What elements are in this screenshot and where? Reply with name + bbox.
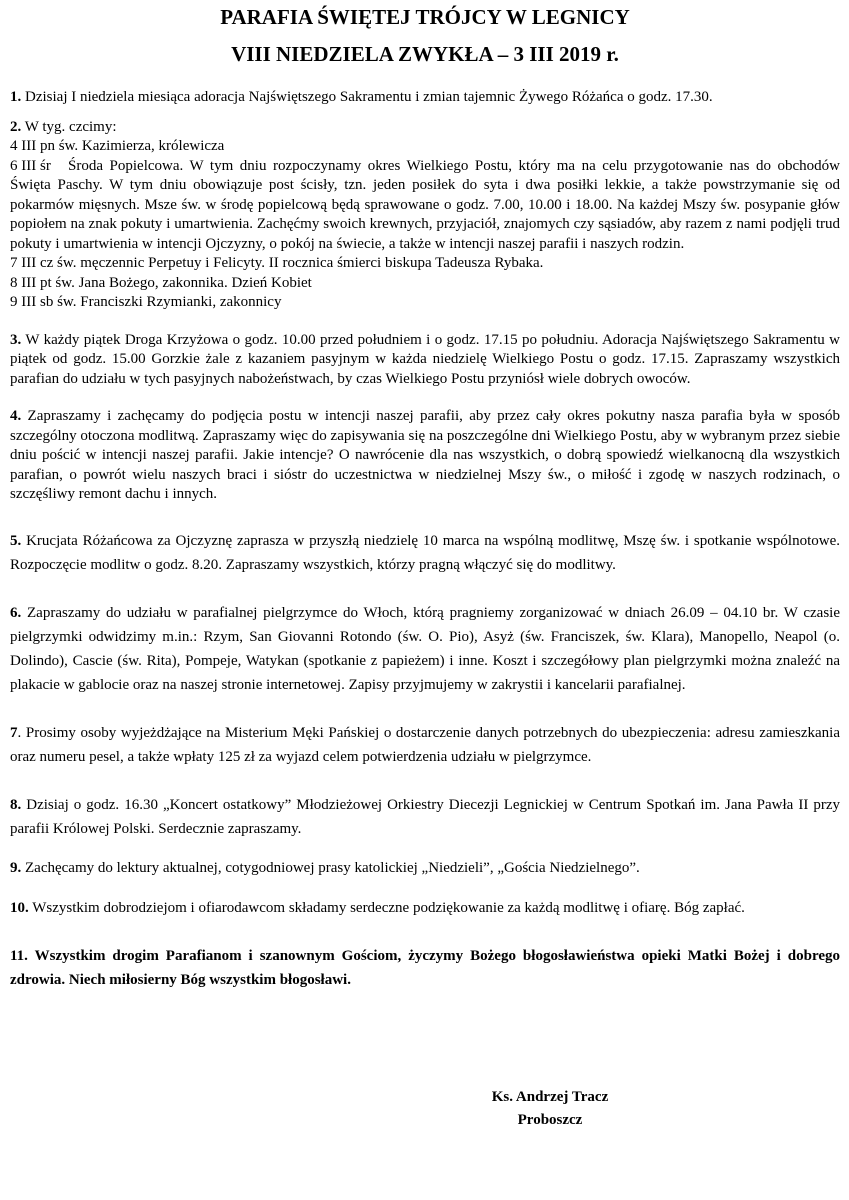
calendar-day-1: 4 III pn św. Kazimierza, królewicza	[10, 138, 225, 154]
calendar-day-4: 8 III pt św. Jana Bożego, zakonnika. Dzień Kobiet	[10, 274, 312, 291]
announcement-5: 5. Krucjata Różańcowa za Ojczyznę zaprasza w przyszłą niedzielę 10 marca na wspólną modlitwę, Mszę św. i spotkanie wspólnotowe. Rozpoczęcie modlitw o godz. 8.20. Zapraszamy wszystkich, którzy pragną włączyć się do modlitwy.	[10, 532, 840, 573]
announcements	[10, 88, 840, 992]
calendar-day-3: 7 III cz św. męczennic Perpetuy i Felicyty. II rocznica śmierci biskupa Tadeusza Rybaka.	[10, 255, 544, 271]
signature-block	[460, 1086, 640, 1132]
announcement-10: 10. Wszystkim dobrodziejom i ofiarodawcom składamy serdeczne podziękowanie za każdą modlitwę i ofiarę. Bóg zapłać.	[10, 900, 745, 916]
announcement-11: 11. Wszystkim drogim Parafianom i szanownym Gościom, życzymy Bożego błogosławieństwa opieki Matki Bożej i dobrego zdrowia. Niech miłosierny Bóg wszystkim błogosławi.	[10, 948, 840, 988]
announcement-9: 9. Zachęcamy do lektury aktualnej, cotygodniowej prasy katolickiej „Niedzieli”, „Gościa Niedzielnego”.	[10, 859, 640, 876]
announcement-2-intro: 2. W tyg. czcimy:	[10, 118, 117, 135]
page-title: PARAFIA ŚWIĘTEJ TRÓJCY W LEGNICY	[220, 5, 630, 29]
calendar-day-2: 6 III śr Środa Popielcowa. W tym dniu rozpoczynamy okres Wielkiego Postu, który ma na celu przygotowanie nas do obchodów Święta Paschy. W tym dniu obowiązuje post ścisły, tzn. jeden posiłek do syta i dwa posiłki lekkie, a także powstrzymanie się od pokarmów mięsnych. Msze św. w środę popielcową będą sprawowane o godz. 7.00, 10.00 i 18.00. Na każdej Mszy św. posypanie głów popiołem na znak pokuty i umartwienia. Zachęćmy swoich krewnych, przyjaciół, znajomych czy sąsiadów, aby razem z nami podjęli trud pokuty i umartwienia w intencji Ojczyzny, o pokój na świecie, a także w intencji naszej parafii i naszych rodzin.	[10, 157, 840, 252]
page-subtitle: VIII NIEDZIELA ZWYKŁA – 3 III 2019 r.	[231, 42, 619, 66]
signature-role: Proboszcz	[517, 1112, 583, 1128]
announcement-3: 3. W każdy piątek Droga Krzyżowa o godz. 10.00 przed południem i o godz. 17.15 po południu. Adoracja Najświętszego Sakramentu w piątek od godz. 15.00 Gorzkie żale z kazaniem pasyjnym w każda niedzielę Wielkiego Postu o godz. 17.15. Zapraszamy wszystkich parafian do udziału w tych pasyjnych nabożeństwach, by czas Wielkiego Postu przyniósł wiele dobrych owoców.	[10, 331, 840, 387]
calendar-day-5: 9 III sb św. Franciszki Rzymianki, zakonnicy	[10, 294, 282, 310]
announcement-6: 6. Zapraszamy do udziału w parafialnej pielgrzymce do Włoch, którą pragniemy zorganizować w dniach 26.09 – 04.10 br. W czasie pielgrzymki odwidzimy m.in.: Rzym, San Giovanni Rotondo (św. O. Pio), Asyż (św. Franciszek, św. Klara), Manopello, Neapol (o. Dolindo), Cascie (św. Rita), Pompeje, Watykan (spotkanie z papieżem) i inne. Koszt i szczegółowy plan pielgrzymki można znaleźć na plakacie w gablocie oraz na naszej stronie internetowej. Zapisy przyjmujemy w zakrystii i kancelarii parafialnej.	[10, 604, 840, 693]
signature-name: Ks. Andrzej Tracz	[491, 1089, 609, 1105]
announcement-4: 4. Zapraszamy i zachęcamy do podjęcia postu w intencji naszej parafii, aby przez cały okres pokutny nasza parafia była w sposób szczególny otoczona modlitwą. Zapraszamy więc do zapisywania się na poszczególne dni Wielkiego Postu, aby w wybranym przez siebie dniu pościć w intencji naszej parafii. Jakie intencje? O nawrócenie dla nas wszystkich, o dobrą spowiedź wielkanocną dla wszystkich parafian, o powrót wielu naszych braci i sióstr do uczestnictwa w niedzielnej Mszy św., o miłość i zgodę w naszych rodzinach, o szczęśliwy remont dachu i innych.	[10, 408, 840, 502]
announcement-1: 1. Dzisiaj I niedziela miesiąca adoracja Najświętszego Sakramentu i zmian tajemnic Żywego Różańca o godz. 17.30.	[10, 89, 713, 105]
announcement-7: 7. Prosimy osoby wyjeżdżające na Misterium Męki Pańskiej o dostarczenie danych potrzebnych do ubezpieczenia: adresu zamieszkania oraz numeru pesel, a także wpłaty 125 zł za wyjazd celem potwierdzenia udziału w pielgrzymce.	[10, 724, 840, 765]
announcement-8: 8. Dzisiaj o godz. 16.30 „Koncert ostatkowy” Młodzieżowej Orkiestry Diecezji Legnickiej w Centrum Spotkań im. Jana Pawła II przy parafii Królowej Polski. Serdecznie zapraszamy.	[10, 796, 840, 837]
